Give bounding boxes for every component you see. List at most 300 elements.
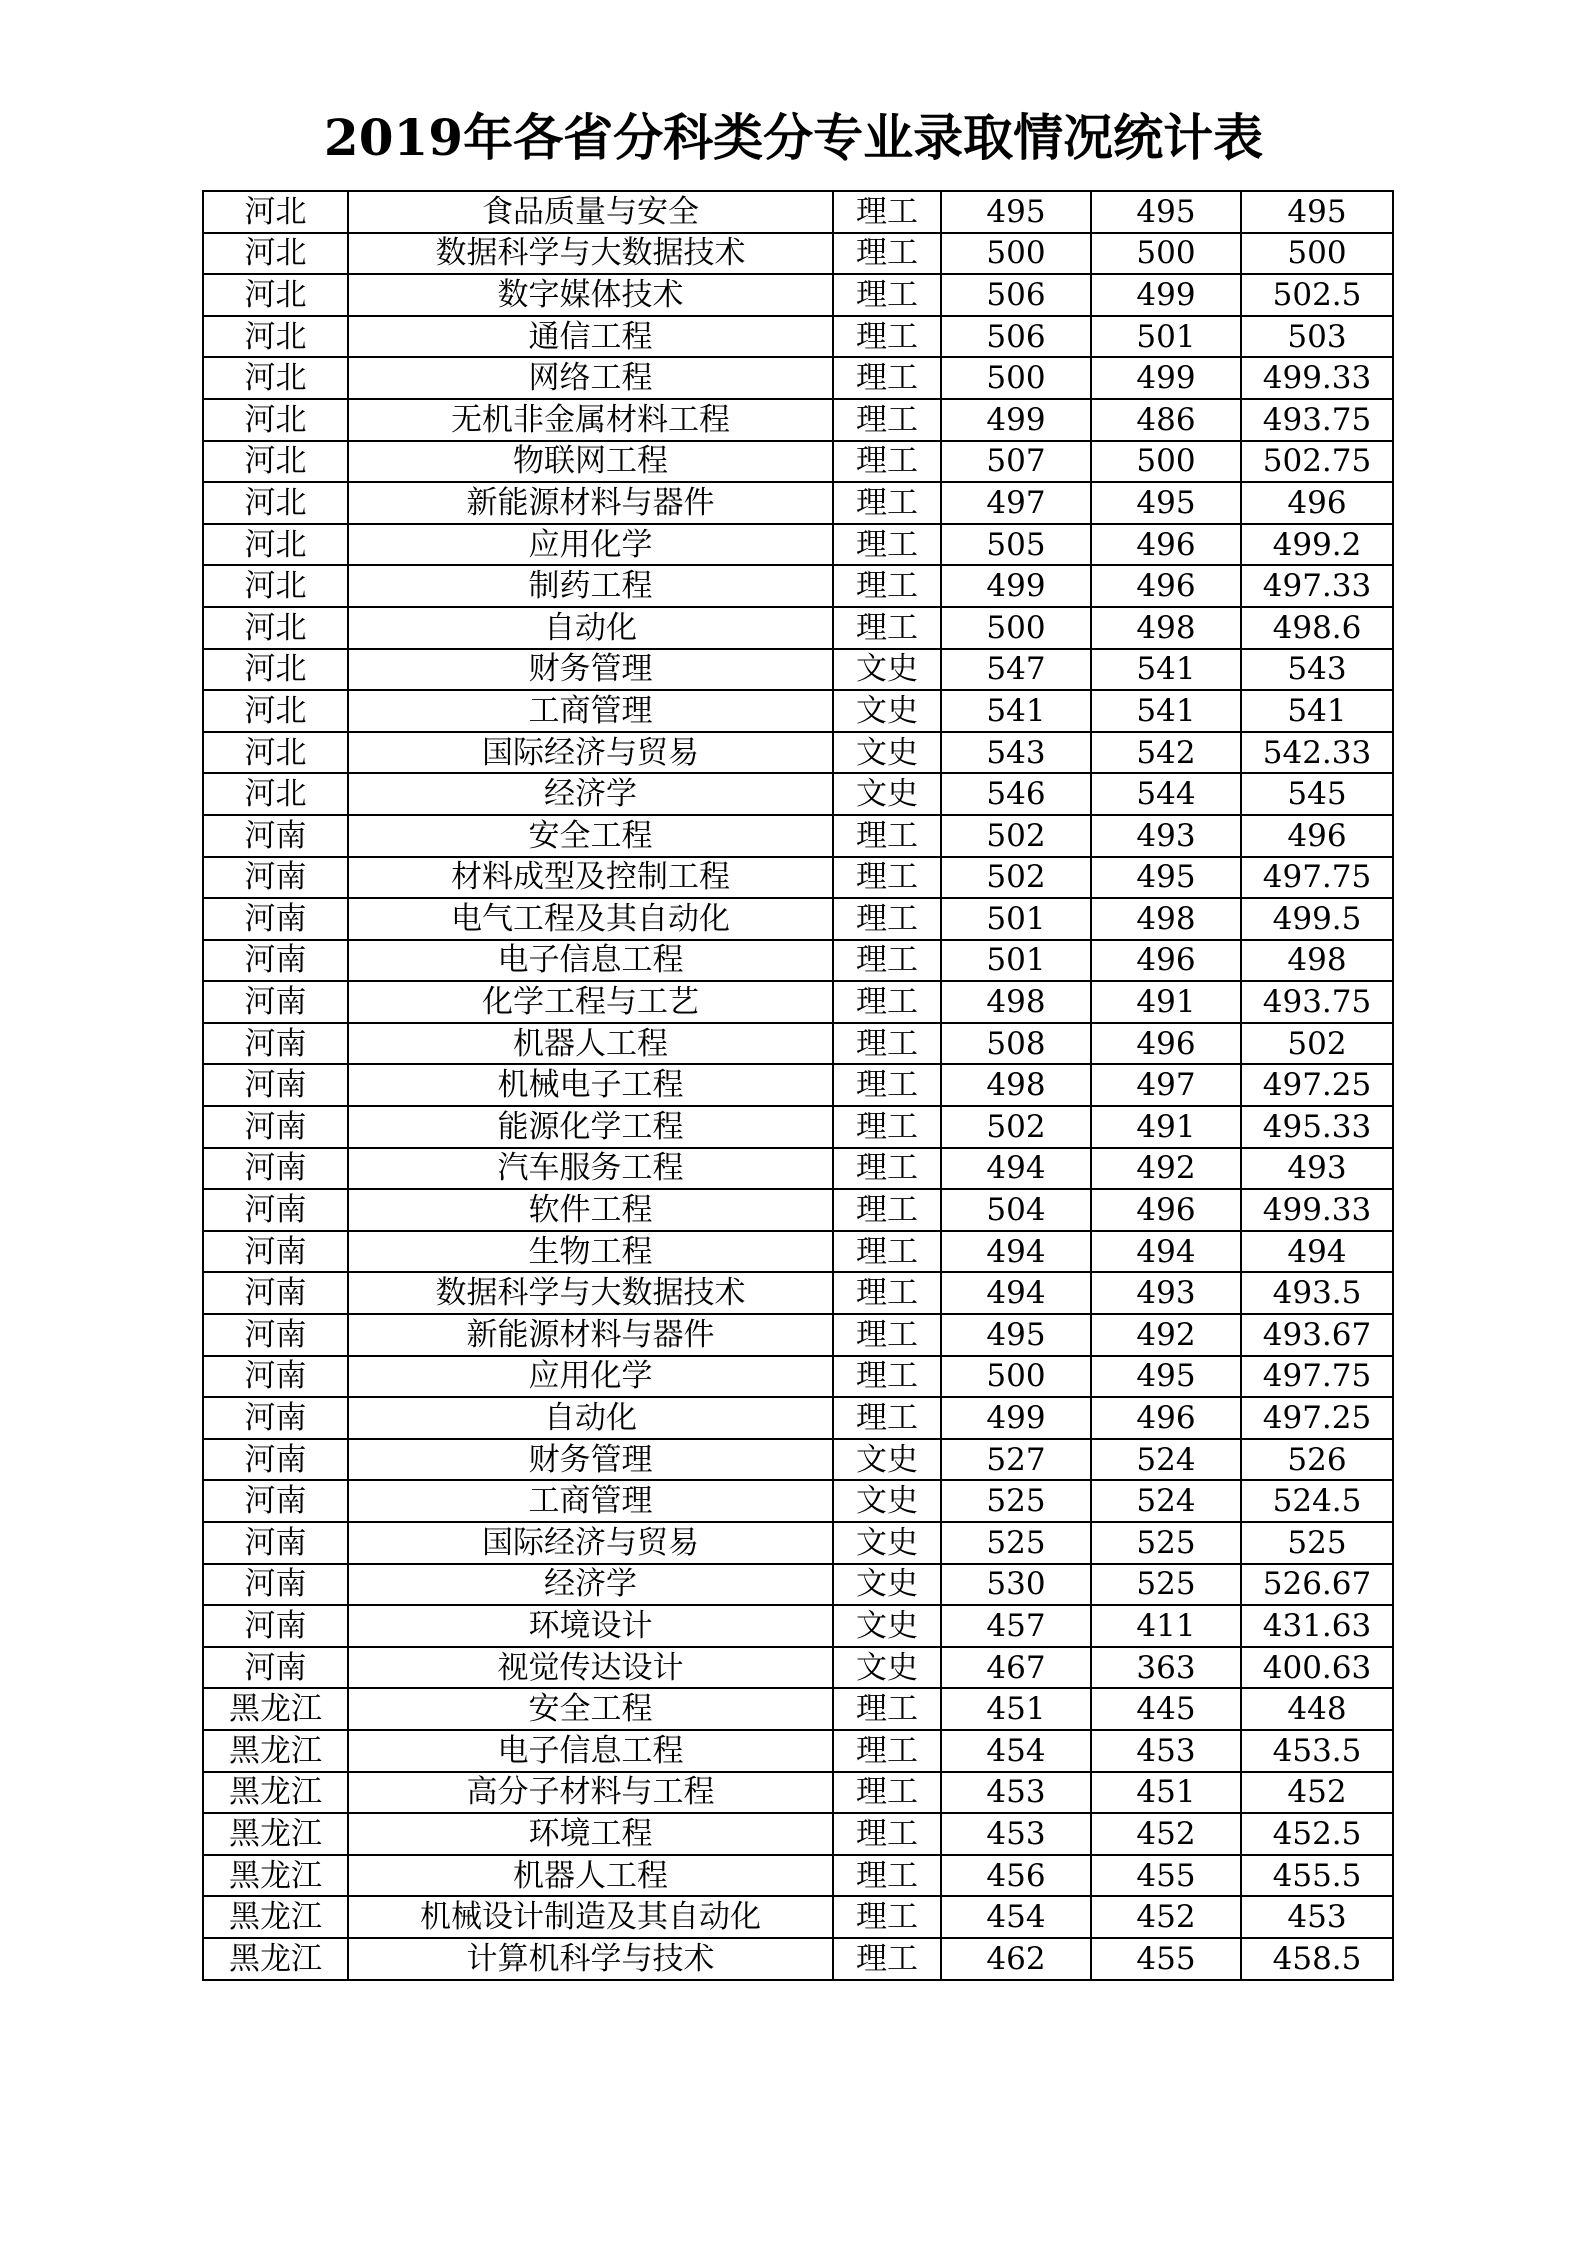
table-body (203, 191, 1393, 1980)
avg-score-cell: 499.2 (1241, 524, 1393, 566)
province-cell: 河南 (203, 1439, 348, 1481)
max-score-cell: 494 (941, 1231, 1091, 1273)
province-cell: 河南 (203, 1605, 348, 1647)
min-score-cell: 491 (1091, 981, 1241, 1023)
max-score-cell: 499 (941, 399, 1091, 441)
major-cell: 自动化 (348, 1397, 833, 1439)
avg-score-cell: 525 (1241, 1522, 1393, 1564)
province-cell: 河北 (203, 607, 348, 649)
max-score-cell: 495 (941, 191, 1091, 233)
major-cell: 汽车服务工程 (348, 1148, 833, 1190)
page-title: 2019年各省分科类分专业录取情况统计表 (323, 108, 1264, 167)
major-cell: 国际经济与贸易 (348, 732, 833, 774)
major-cell: 机器人工程 (348, 1855, 833, 1897)
min-score-cell: 496 (1091, 1397, 1241, 1439)
table-row (203, 316, 1393, 358)
category-cell: 文史 (833, 1439, 941, 1481)
category-cell: 理工 (833, 607, 941, 649)
category-cell: 理工 (833, 1813, 941, 1855)
avg-score-cell: 502.5 (1241, 274, 1393, 316)
table-row (203, 1938, 1393, 1980)
max-score-cell: 541 (941, 690, 1091, 732)
category-cell: 理工 (833, 1896, 941, 1938)
category-cell: 理工 (833, 1397, 941, 1439)
category-cell: 理工 (833, 1023, 941, 1065)
avg-score-cell: 453 (1241, 1896, 1393, 1938)
province-cell: 河北 (203, 357, 348, 399)
province-cell: 河南 (203, 1314, 348, 1356)
major-cell: 无机非金属材料工程 (348, 399, 833, 441)
category-cell: 文史 (833, 1605, 941, 1647)
category-cell: 文史 (833, 1647, 941, 1689)
major-cell: 财务管理 (348, 1439, 833, 1481)
avg-score-cell: 499.5 (1241, 898, 1393, 940)
min-score-cell: 541 (1091, 690, 1241, 732)
major-cell: 能源化学工程 (348, 1106, 833, 1148)
major-cell: 经济学 (348, 773, 833, 815)
table-row (203, 1813, 1393, 1855)
avg-score-cell: 400.63 (1241, 1647, 1393, 1689)
table-row (203, 1439, 1393, 1481)
category-cell: 理工 (833, 1688, 941, 1730)
avg-score-cell: 541 (1241, 690, 1393, 732)
min-score-cell: 445 (1091, 1688, 1241, 1730)
province-cell: 河北 (203, 399, 348, 441)
category-cell: 理工 (833, 1272, 941, 1314)
min-score-cell: 494 (1091, 1231, 1241, 1273)
major-cell: 机器人工程 (348, 1023, 833, 1065)
avg-score-cell: 493.67 (1241, 1314, 1393, 1356)
min-score-cell: 498 (1091, 898, 1241, 940)
major-cell: 环境工程 (348, 1813, 833, 1855)
major-cell: 财务管理 (348, 649, 833, 691)
province-cell: 河南 (203, 940, 348, 982)
avg-score-cell: 497.75 (1241, 857, 1393, 899)
table-row (203, 898, 1393, 940)
max-score-cell: 498 (941, 981, 1091, 1023)
min-score-cell: 495 (1091, 1356, 1241, 1398)
max-score-cell: 500 (941, 1356, 1091, 1398)
min-score-cell: 455 (1091, 1938, 1241, 1980)
max-score-cell: 546 (941, 773, 1091, 815)
avg-score-cell: 497.75 (1241, 1356, 1393, 1398)
max-score-cell: 543 (941, 732, 1091, 774)
max-score-cell: 467 (941, 1647, 1091, 1689)
avg-score-cell: 496 (1241, 482, 1393, 524)
province-cell: 黑龙江 (203, 1813, 348, 1855)
province-cell: 河北 (203, 316, 348, 358)
min-score-cell: 492 (1091, 1148, 1241, 1190)
table-row (203, 1023, 1393, 1065)
table-row (203, 1896, 1393, 1938)
category-cell: 理工 (833, 940, 941, 982)
min-score-cell: 495 (1091, 857, 1241, 899)
province-cell: 河南 (203, 981, 348, 1023)
min-score-cell: 524 (1091, 1439, 1241, 1481)
category-cell: 理工 (833, 1356, 941, 1398)
max-score-cell: 502 (941, 815, 1091, 857)
avg-score-cell: 542.33 (1241, 732, 1393, 774)
major-cell: 通信工程 (348, 316, 833, 358)
avg-score-cell: 497.33 (1241, 565, 1393, 607)
table-row (203, 1522, 1393, 1564)
max-score-cell: 500 (941, 357, 1091, 399)
category-cell: 文史 (833, 732, 941, 774)
major-cell: 物联网工程 (348, 441, 833, 483)
avg-score-cell: 452 (1241, 1772, 1393, 1814)
table-row (203, 690, 1393, 732)
province-cell: 河南 (203, 1564, 348, 1606)
province-cell: 河北 (203, 233, 348, 275)
max-score-cell: 505 (941, 524, 1091, 566)
avg-score-cell: 502 (1241, 1023, 1393, 1065)
avg-score-cell: 543 (1241, 649, 1393, 691)
category-cell: 理工 (833, 274, 941, 316)
category-cell: 理工 (833, 1730, 941, 1772)
min-score-cell: 500 (1091, 441, 1241, 483)
max-score-cell: 456 (941, 1855, 1091, 1897)
max-score-cell: 547 (941, 649, 1091, 691)
max-score-cell: 454 (941, 1896, 1091, 1938)
major-cell: 数据科学与大数据技术 (348, 233, 833, 275)
avg-score-cell: 455.5 (1241, 1855, 1393, 1897)
major-cell: 应用化学 (348, 524, 833, 566)
major-cell: 安全工程 (348, 1688, 833, 1730)
category-cell: 文史 (833, 773, 941, 815)
min-score-cell: 363 (1091, 1647, 1241, 1689)
avg-score-cell: 493.75 (1241, 399, 1393, 441)
major-cell: 电子信息工程 (348, 1730, 833, 1772)
category-cell: 理工 (833, 357, 941, 399)
major-cell: 材料成型及控制工程 (348, 857, 833, 899)
max-score-cell: 506 (941, 274, 1091, 316)
max-score-cell: 497 (941, 482, 1091, 524)
max-score-cell: 525 (941, 1522, 1091, 1564)
avg-score-cell: 497.25 (1241, 1397, 1393, 1439)
min-score-cell: 455 (1091, 1855, 1241, 1897)
major-cell: 数据科学与大数据技术 (348, 1272, 833, 1314)
category-cell: 理工 (833, 233, 941, 275)
table-row (203, 1189, 1393, 1231)
table-row (203, 649, 1393, 691)
category-cell: 理工 (833, 441, 941, 483)
table-row (203, 482, 1393, 524)
max-score-cell: 501 (941, 898, 1091, 940)
table-row (203, 357, 1393, 399)
max-score-cell: 499 (941, 565, 1091, 607)
min-score-cell: 541 (1091, 649, 1241, 691)
min-score-cell: 493 (1091, 1272, 1241, 1314)
category-cell: 理工 (833, 1938, 941, 1980)
table-row (203, 565, 1393, 607)
category-cell: 文史 (833, 690, 941, 732)
min-score-cell: 497 (1091, 1064, 1241, 1106)
min-score-cell: 486 (1091, 399, 1241, 441)
avg-score-cell: 524.5 (1241, 1480, 1393, 1522)
province-cell: 黑龙江 (203, 1730, 348, 1772)
avg-score-cell: 500 (1241, 233, 1393, 275)
avg-score-cell: 502.75 (1241, 441, 1393, 483)
category-cell: 理工 (833, 857, 941, 899)
max-score-cell: 498 (941, 1064, 1091, 1106)
major-cell: 机械电子工程 (348, 1064, 833, 1106)
min-score-cell: 452 (1091, 1813, 1241, 1855)
avg-score-cell: 498.6 (1241, 607, 1393, 649)
table-row (203, 1231, 1393, 1273)
category-cell: 文史 (833, 649, 941, 691)
max-score-cell: 502 (941, 1106, 1091, 1148)
province-cell: 河北 (203, 690, 348, 732)
province-cell: 河北 (203, 524, 348, 566)
max-score-cell: 506 (941, 316, 1091, 358)
max-score-cell: 525 (941, 1480, 1091, 1522)
avg-score-cell: 526.67 (1241, 1564, 1393, 1606)
max-score-cell: 499 (941, 1397, 1091, 1439)
max-score-cell: 451 (941, 1688, 1091, 1730)
table-row (203, 1772, 1393, 1814)
major-cell: 应用化学 (348, 1356, 833, 1398)
category-cell: 理工 (833, 565, 941, 607)
table-row (203, 607, 1393, 649)
min-score-cell: 495 (1091, 191, 1241, 233)
province-cell: 河北 (203, 441, 348, 483)
min-score-cell: 500 (1091, 233, 1241, 275)
table-row (203, 1730, 1393, 1772)
avg-score-cell: 499.33 (1241, 1189, 1393, 1231)
major-cell: 新能源材料与器件 (348, 482, 833, 524)
province-cell: 河南 (203, 1397, 348, 1439)
province-cell: 河南 (203, 1148, 348, 1190)
table-row (203, 940, 1393, 982)
province-cell: 河南 (203, 1356, 348, 1398)
major-cell: 化学工程与工艺 (348, 981, 833, 1023)
province-cell: 河南 (203, 815, 348, 857)
category-cell: 理工 (833, 1772, 941, 1814)
table-row (203, 732, 1393, 774)
category-cell: 理工 (833, 898, 941, 940)
table-row (203, 815, 1393, 857)
table-row (203, 1106, 1393, 1148)
min-score-cell: 501 (1091, 316, 1241, 358)
category-cell: 理工 (833, 482, 941, 524)
min-score-cell: 491 (1091, 1106, 1241, 1148)
province-cell: 河南 (203, 1480, 348, 1522)
max-score-cell: 500 (941, 607, 1091, 649)
major-cell: 环境设计 (348, 1605, 833, 1647)
avg-score-cell: 493 (1241, 1148, 1393, 1190)
min-score-cell: 499 (1091, 357, 1241, 399)
major-cell: 国际经济与贸易 (348, 1522, 833, 1564)
min-score-cell: 496 (1091, 940, 1241, 982)
table-row (203, 524, 1393, 566)
table-row (203, 191, 1393, 233)
province-cell: 黑龙江 (203, 1688, 348, 1730)
max-score-cell: 507 (941, 441, 1091, 483)
major-cell: 数字媒体技术 (348, 274, 833, 316)
min-score-cell: 544 (1091, 773, 1241, 815)
category-cell: 理工 (833, 1148, 941, 1190)
major-cell: 网络工程 (348, 357, 833, 399)
avg-score-cell: 496 (1241, 815, 1393, 857)
category-cell: 理工 (833, 399, 941, 441)
max-score-cell: 495 (941, 1314, 1091, 1356)
avg-score-cell: 503 (1241, 316, 1393, 358)
max-score-cell: 501 (941, 940, 1091, 982)
category-cell: 文史 (833, 1564, 941, 1606)
province-cell: 河南 (203, 1064, 348, 1106)
province-cell: 河南 (203, 1522, 348, 1564)
avg-score-cell: 453.5 (1241, 1730, 1393, 1772)
table-row (203, 1356, 1393, 1398)
table-row (203, 274, 1393, 316)
province-cell: 河北 (203, 565, 348, 607)
major-cell: 制药工程 (348, 565, 833, 607)
category-cell: 文史 (833, 1522, 941, 1564)
table-row (203, 1855, 1393, 1897)
table-row (203, 1397, 1393, 1439)
category-cell: 理工 (833, 981, 941, 1023)
province-cell: 河北 (203, 482, 348, 524)
major-cell: 安全工程 (348, 815, 833, 857)
major-cell: 工商管理 (348, 1480, 833, 1522)
province-cell: 黑龙江 (203, 1896, 348, 1938)
min-score-cell: 492 (1091, 1314, 1241, 1356)
major-cell: 电子信息工程 (348, 940, 833, 982)
province-cell: 河北 (203, 732, 348, 774)
min-score-cell: 499 (1091, 274, 1241, 316)
province-cell: 河北 (203, 649, 348, 691)
avg-score-cell: 526 (1241, 1439, 1393, 1481)
category-cell: 理工 (833, 524, 941, 566)
min-score-cell: 451 (1091, 1772, 1241, 1814)
table-row (203, 1564, 1393, 1606)
max-score-cell: 453 (941, 1772, 1091, 1814)
min-score-cell: 496 (1091, 565, 1241, 607)
major-cell: 计算机科学与技术 (348, 1938, 833, 1980)
table-row (203, 1314, 1393, 1356)
min-score-cell: 493 (1091, 815, 1241, 857)
max-score-cell: 453 (941, 1813, 1091, 1855)
max-score-cell: 494 (941, 1272, 1091, 1314)
table-row (203, 1064, 1393, 1106)
major-cell: 工商管理 (348, 690, 833, 732)
max-score-cell: 462 (941, 1938, 1091, 1980)
min-score-cell: 496 (1091, 1189, 1241, 1231)
admission-table (202, 190, 1394, 1981)
major-cell: 新能源材料与器件 (348, 1314, 833, 1356)
table-row (203, 399, 1393, 441)
max-score-cell: 454 (941, 1730, 1091, 1772)
category-cell: 理工 (833, 1106, 941, 1148)
province-cell: 河南 (203, 898, 348, 940)
category-cell: 理工 (833, 1314, 941, 1356)
table-row (203, 773, 1393, 815)
major-cell: 生物工程 (348, 1231, 833, 1273)
min-score-cell: 525 (1091, 1564, 1241, 1606)
avg-score-cell: 493.75 (1241, 981, 1393, 1023)
avg-score-cell: 495.33 (1241, 1106, 1393, 1148)
avg-score-cell: 497.25 (1241, 1064, 1393, 1106)
province-cell: 黑龙江 (203, 1855, 348, 1897)
major-cell: 自动化 (348, 607, 833, 649)
category-cell: 文史 (833, 1480, 941, 1522)
min-score-cell: 496 (1091, 1023, 1241, 1065)
avg-score-cell: 498 (1241, 940, 1393, 982)
table-row (203, 1605, 1393, 1647)
avg-score-cell: 458.5 (1241, 1938, 1393, 1980)
min-score-cell: 524 (1091, 1480, 1241, 1522)
category-cell: 理工 (833, 1231, 941, 1273)
max-score-cell: 504 (941, 1189, 1091, 1231)
min-score-cell: 495 (1091, 482, 1241, 524)
avg-score-cell: 545 (1241, 773, 1393, 815)
province-cell: 河北 (203, 773, 348, 815)
max-score-cell: 457 (941, 1605, 1091, 1647)
table-row (203, 1272, 1393, 1314)
table-row (203, 441, 1393, 483)
min-score-cell: 496 (1091, 524, 1241, 566)
category-cell: 理工 (833, 1064, 941, 1106)
category-cell: 理工 (833, 815, 941, 857)
min-score-cell: 411 (1091, 1605, 1241, 1647)
province-cell: 河南 (203, 1189, 348, 1231)
max-score-cell: 500 (941, 233, 1091, 275)
province-cell: 黑龙江 (203, 1772, 348, 1814)
max-score-cell: 494 (941, 1148, 1091, 1190)
category-cell: 理工 (833, 1189, 941, 1231)
province-cell: 河北 (203, 274, 348, 316)
table-row (203, 857, 1393, 899)
major-cell: 食品质量与安全 (348, 191, 833, 233)
province-cell: 河南 (203, 1023, 348, 1065)
major-cell: 视觉传达设计 (348, 1647, 833, 1689)
avg-score-cell: 494 (1241, 1231, 1393, 1273)
avg-score-cell: 493.5 (1241, 1272, 1393, 1314)
table-row (203, 1688, 1393, 1730)
province-cell: 河南 (203, 1647, 348, 1689)
table-row (203, 981, 1393, 1023)
province-cell: 黑龙江 (203, 1938, 348, 1980)
min-score-cell: 542 (1091, 732, 1241, 774)
min-score-cell: 525 (1091, 1522, 1241, 1564)
province-cell: 河南 (203, 1272, 348, 1314)
table-row (203, 1647, 1393, 1689)
min-score-cell: 453 (1091, 1730, 1241, 1772)
min-score-cell: 498 (1091, 607, 1241, 649)
major-cell: 软件工程 (348, 1189, 833, 1231)
table-row (203, 1148, 1393, 1190)
category-cell: 理工 (833, 191, 941, 233)
avg-score-cell: 495 (1241, 191, 1393, 233)
max-score-cell: 502 (941, 857, 1091, 899)
avg-score-cell: 431.63 (1241, 1605, 1393, 1647)
major-cell: 机械设计制造及其自动化 (348, 1896, 833, 1938)
province-cell: 河南 (203, 1106, 348, 1148)
max-score-cell: 508 (941, 1023, 1091, 1065)
avg-score-cell: 499.33 (1241, 357, 1393, 399)
avg-score-cell: 452.5 (1241, 1813, 1393, 1855)
max-score-cell: 530 (941, 1564, 1091, 1606)
major-cell: 经济学 (348, 1564, 833, 1606)
province-cell: 河南 (203, 1231, 348, 1273)
min-score-cell: 452 (1091, 1896, 1241, 1938)
table-row (203, 233, 1393, 275)
category-cell: 理工 (833, 316, 941, 358)
category-cell: 理工 (833, 1855, 941, 1897)
major-cell: 高分子材料与工程 (348, 1772, 833, 1814)
table-row (203, 1480, 1393, 1522)
province-cell: 河北 (203, 191, 348, 233)
